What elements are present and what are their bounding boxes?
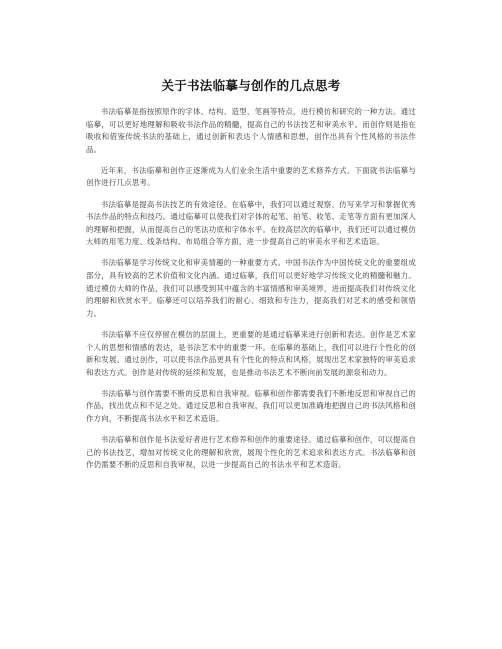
document-title: 关于书法临摹与创作的几点思考: [161, 78, 341, 93]
paragraph-2: 近年来，书法临摹和创作正逐渐成为人们业余生活中重要的艺术修养方式。下面就书法临摹与创作进行几点思考。: [86, 165, 416, 188]
paragraph-1: 书法临摹是指按照原作的字体、结构、造型、笔画等特点，进行模仿和研究的一种方法。通过临摹，可以更好地理解和吸收书法作品的精髓，提高自己的书法技艺和审美水平。而创作则是指在吸收和借鉴传统书法的基础上，通过创新和表达个人情感和思想，创作出具有个性风格的书法作品。: [86, 107, 416, 154]
paragraph-6: 书法临摹与创作需要不断的反思和自我审视。临摹和创作都需要我们不断地反思和审视自己的作品，找出优点和不足之处。通过反思和自我审视，我们可以更加准确地把握自己的书法风格和创作方向，不断提高书法水平和艺术造诣。: [86, 388, 416, 423]
paragraph-4: 书法临摹是学习传统文化和审美情趣的一种重要方式。中国书法作为中国传统文化的重要组成部分，具有较高的艺术价值和文化内涵。通过临摹，我们可以更好地学习传统文化的精髓和魅力。通过模仿大师的作品，我们可以感受到其中蕴含的丰富情感和审美境界，进而提高我们对传统文化的理解和欣赏水平。临摹还可以培养我们的耐心、细致和专注力，提高我们对艺术的感受和领悟力。: [86, 258, 416, 318]
paragraph-3: 书法临摹是提高书法技艺的有效途径。在临摹中，我们可以通过观察、仿写来学习和掌握优秀书法作品的特点和技巧。通过临摹可以使我们对字体的起笔、拍笔、收笔、走笔等方面有更加深入的理解和把握，从而提高自己的笔法功底和字体水平。在较高层次的临摹中，我们还可以通过模仿大师的用笔力度、线条结构、布局组合等方面，进一步提高自己的审美水平和艺术造诣。: [86, 199, 416, 247]
paragraph-7: 书法临摹和创作是书法爱好者进行艺术修养和创作的重要途径。通过临摹和创作，可以提高自己的书法技艺，增加对传统文化的理解和欣赏，展现个性化的艺术追求和表达方式。书法临摹和创作仍需要不断的反思和自我审视，以进一步提高自己的书法水平和艺术造诣。: [86, 435, 416, 470]
paragraph-5: 书法临摹不应仅停留在模仿的层面上，更重要的是通过临摹来进行创新和表达。创作是艺术家个人的思想和情感的表达，是书法艺术中的重要一环。在临摹的基础上，我们可以进行个性化的创新和发展。通过创作，可以使书法作品更具有个性化的特点和风格，展现出艺术家独特的审美追求和表达方式。创作是对传统的延续和发展，也是推动书法艺术不断向前发展的源泉和动力。: [86, 329, 416, 377]
